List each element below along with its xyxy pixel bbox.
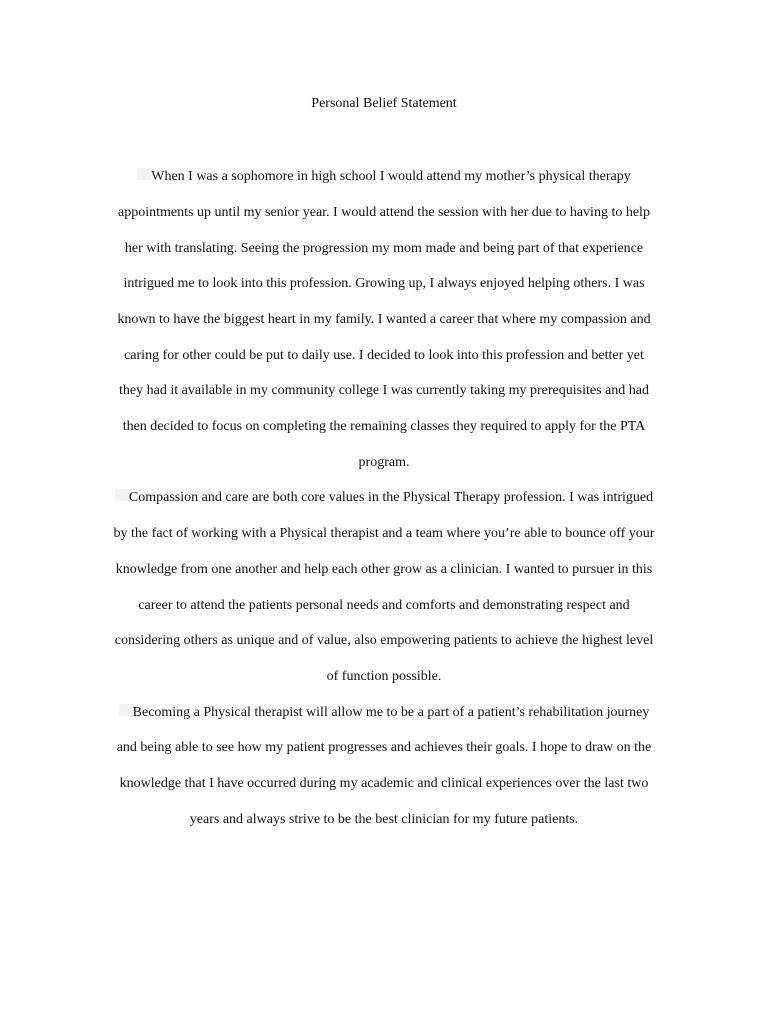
paragraph-1-line-9: program. xyxy=(358,455,410,470)
paragraph-2-line-1 xyxy=(0,488,768,508)
paragraph-3-line-2: and being able to see how my patient progresses and achieves their goals. I hope to draw on the xyxy=(116,740,652,755)
paragraph-3-line-3: knowledge that I have occurred during my academic and clinical experiences over the last two xyxy=(119,776,649,791)
paragraph-1-line-5: known to have the biggest heart in my family. I wanted a career that where my compassion and xyxy=(117,312,651,327)
indent-marker xyxy=(119,704,133,716)
line-text: Compassion and care are both core values in the Physical Therapy profession. I was intrigued xyxy=(128,490,654,505)
paragraph-1-line-1 xyxy=(0,167,768,187)
paragraph-3-line-4: years and always strive to be the best clinician for my future patients. xyxy=(189,812,579,827)
paragraph-2-line-2: by the fact of working with a Physical therapist and a team where you’re able to bounce off your xyxy=(113,526,655,541)
line-text: Becoming a Physical therapist will allow me to be a part of a patient’s rehabilitation journey xyxy=(132,705,650,720)
paragraph-1-line-8: then decided to focus on completing the remaining classes they required to apply for the PTA xyxy=(122,419,646,434)
paragraph-2-line-4: career to attend the patients personal needs and comforts and demonstrating respect and xyxy=(138,598,630,613)
paragraph-1-line-2: appointments up until my senior year. I would attend the session with her due to having to help xyxy=(118,205,650,220)
paragraph-2-line-3: knowledge from one another and help each other grow as a clinician. I wanted to pursuer in this xyxy=(115,562,653,577)
indent-marker xyxy=(115,489,129,501)
indent-marker xyxy=(137,168,151,180)
paragraph-2-line-6: of function possible. xyxy=(326,669,442,684)
paragraph-2-line-5: considering others as unique and of value, also empowering patients to achieve the highest level xyxy=(114,633,654,648)
paragraph-1-line-7: they had it available in my community college I was currently taking my prerequisites and had xyxy=(119,383,649,398)
paragraph-1-line-3: her with translating. Seeing the progression my mom made and being part of that experience xyxy=(124,241,644,256)
paragraph-1-line-6: caring for other could be put to daily use. I decided to look into this profession and better yet xyxy=(124,348,644,363)
line-text: When I was a sophomore in high school I would attend my mother’s physical therapy xyxy=(151,169,631,184)
document-title: Personal Belief Statement xyxy=(311,96,457,111)
paragraph-1-line-4: intrigued me to look into this profession. Growing up, I always enjoyed helping others. I was xyxy=(123,276,645,291)
paragraph-3-line-1 xyxy=(0,703,768,723)
